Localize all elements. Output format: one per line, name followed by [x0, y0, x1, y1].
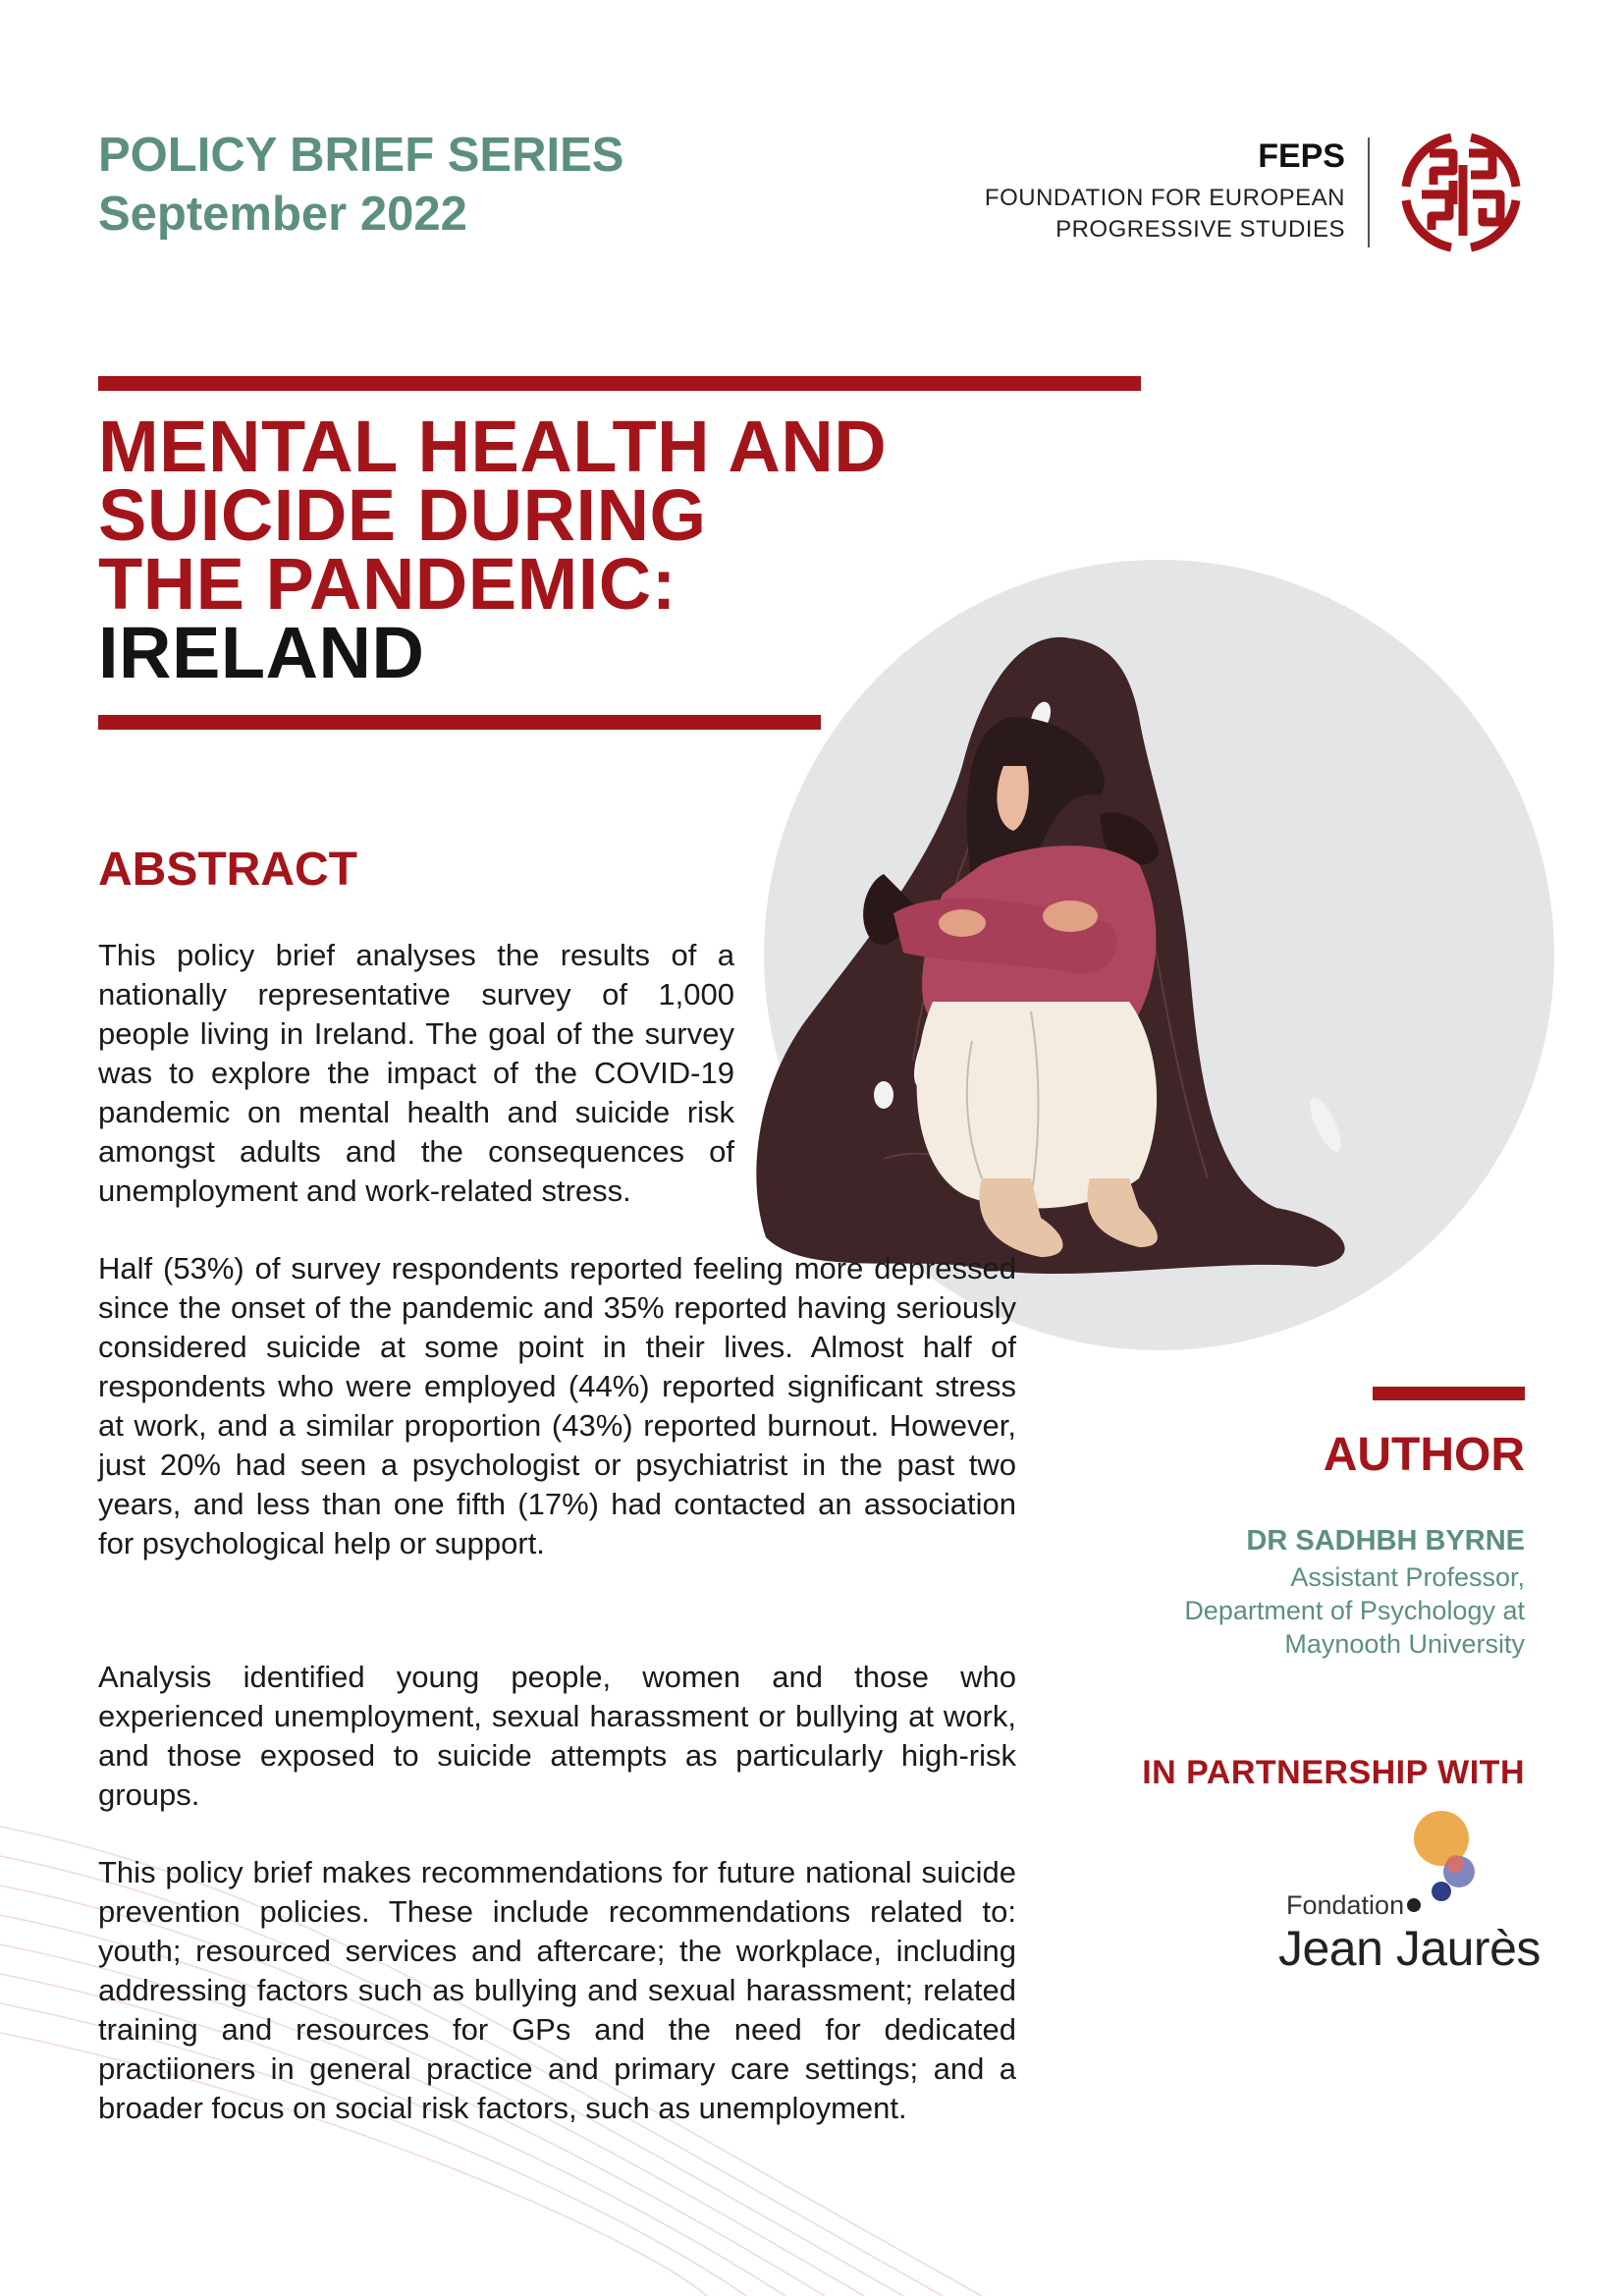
- title-line2: SUICIDE DURING: [98, 474, 707, 556]
- partner-name-big: Jean Jaurès: [1278, 1921, 1541, 1976]
- author-affiliation: [1080, 1560, 1525, 1661]
- abstract-paragraph-3: Analysis identified young people, women and those who experienced unemployment, sexual harassment or bullying at work, and those exposed to suicide attempts as particularly high-risk groups.: [98, 1660, 1016, 1812]
- title-bottom-bar: [98, 715, 821, 730]
- abstract-paragraph-2: Half (53%) of survey respondents reported feeling more depressed since the onset of the pandemic and 35% reported having seriously considered suicide at some point in their lives. Almost half of respondents who were employed (44%) reported significant stress at work, and a similar proportion (43%) reported burnout. However, just 20% had seen a psychologist or psychiatrist in the past two years, and less than one fifth (17%) had contacted an association for psychological help or support.: [98, 1251, 1016, 1560]
- depressed-woman-illustration: [746, 629, 1355, 1316]
- abstract-heading: ABSTRACT: [98, 844, 357, 896]
- title-line4: IRELAND: [98, 612, 425, 693]
- title-top-bar: [98, 376, 1141, 391]
- feps-divider: [1368, 137, 1370, 247]
- author-role-line2: Department of Psychology at: [1184, 1596, 1525, 1625]
- author-role-line1: Assistant Professor,: [1290, 1562, 1525, 1592]
- feps-org-short: FEPS: [1258, 137, 1345, 175]
- abstract-paragraph-4: This policy brief makes recommendations for future national suicide prevention policies. These include recommendations related to: youth; resourced services and aftercare; the workplace, including addressing factors such as bullying and sexual harassment; related training and resources for GPs and the need for dedicated practiioners in general practice and primary care settings; and a broader focus on social risk factors, such as unemployment.: [98, 1855, 1016, 2125]
- title-line1: MENTAL HEALTH AND: [98, 406, 888, 487]
- feps-org-line2: PROGRESSIVE STUDIES: [1055, 216, 1345, 243]
- author-accent-bar: [1373, 1387, 1525, 1400]
- fondation-jean-jaures-dots-icon: [1394, 1809, 1492, 1917]
- feps-org-line1: FOUNDATION FOR EUROPEAN: [984, 185, 1345, 211]
- partnership-heading: IN PARTNERSHIP WITH: [1142, 1754, 1525, 1791]
- author-role-line3: Maynooth University: [1284, 1629, 1525, 1659]
- abstract-paragraph-1: This policy brief analyses the results of a nationally representative survey of 1,000 people living in Ireland. The goal of the survey was to explore the impact of the COVID-19 pandemic on mental health and suicide risk amongst adults and the consequences of unemployment and work-related stress.: [98, 938, 734, 1208]
- author-name: DR SADHBH BYRNE: [1246, 1525, 1525, 1557]
- feps-logo-icon: [1392, 126, 1530, 259]
- title-line3: THE PANDEMIC:: [98, 543, 676, 625]
- feps-org-full: [884, 183, 1345, 246]
- series-date: September 2022: [98, 188, 467, 241]
- author-heading: AUTHOR: [1323, 1429, 1525, 1481]
- series-header: [98, 126, 623, 244]
- series-label: POLICY BRIEF SERIES: [98, 129, 624, 182]
- partner-name-small: Fondation: [1286, 1890, 1405, 1920]
